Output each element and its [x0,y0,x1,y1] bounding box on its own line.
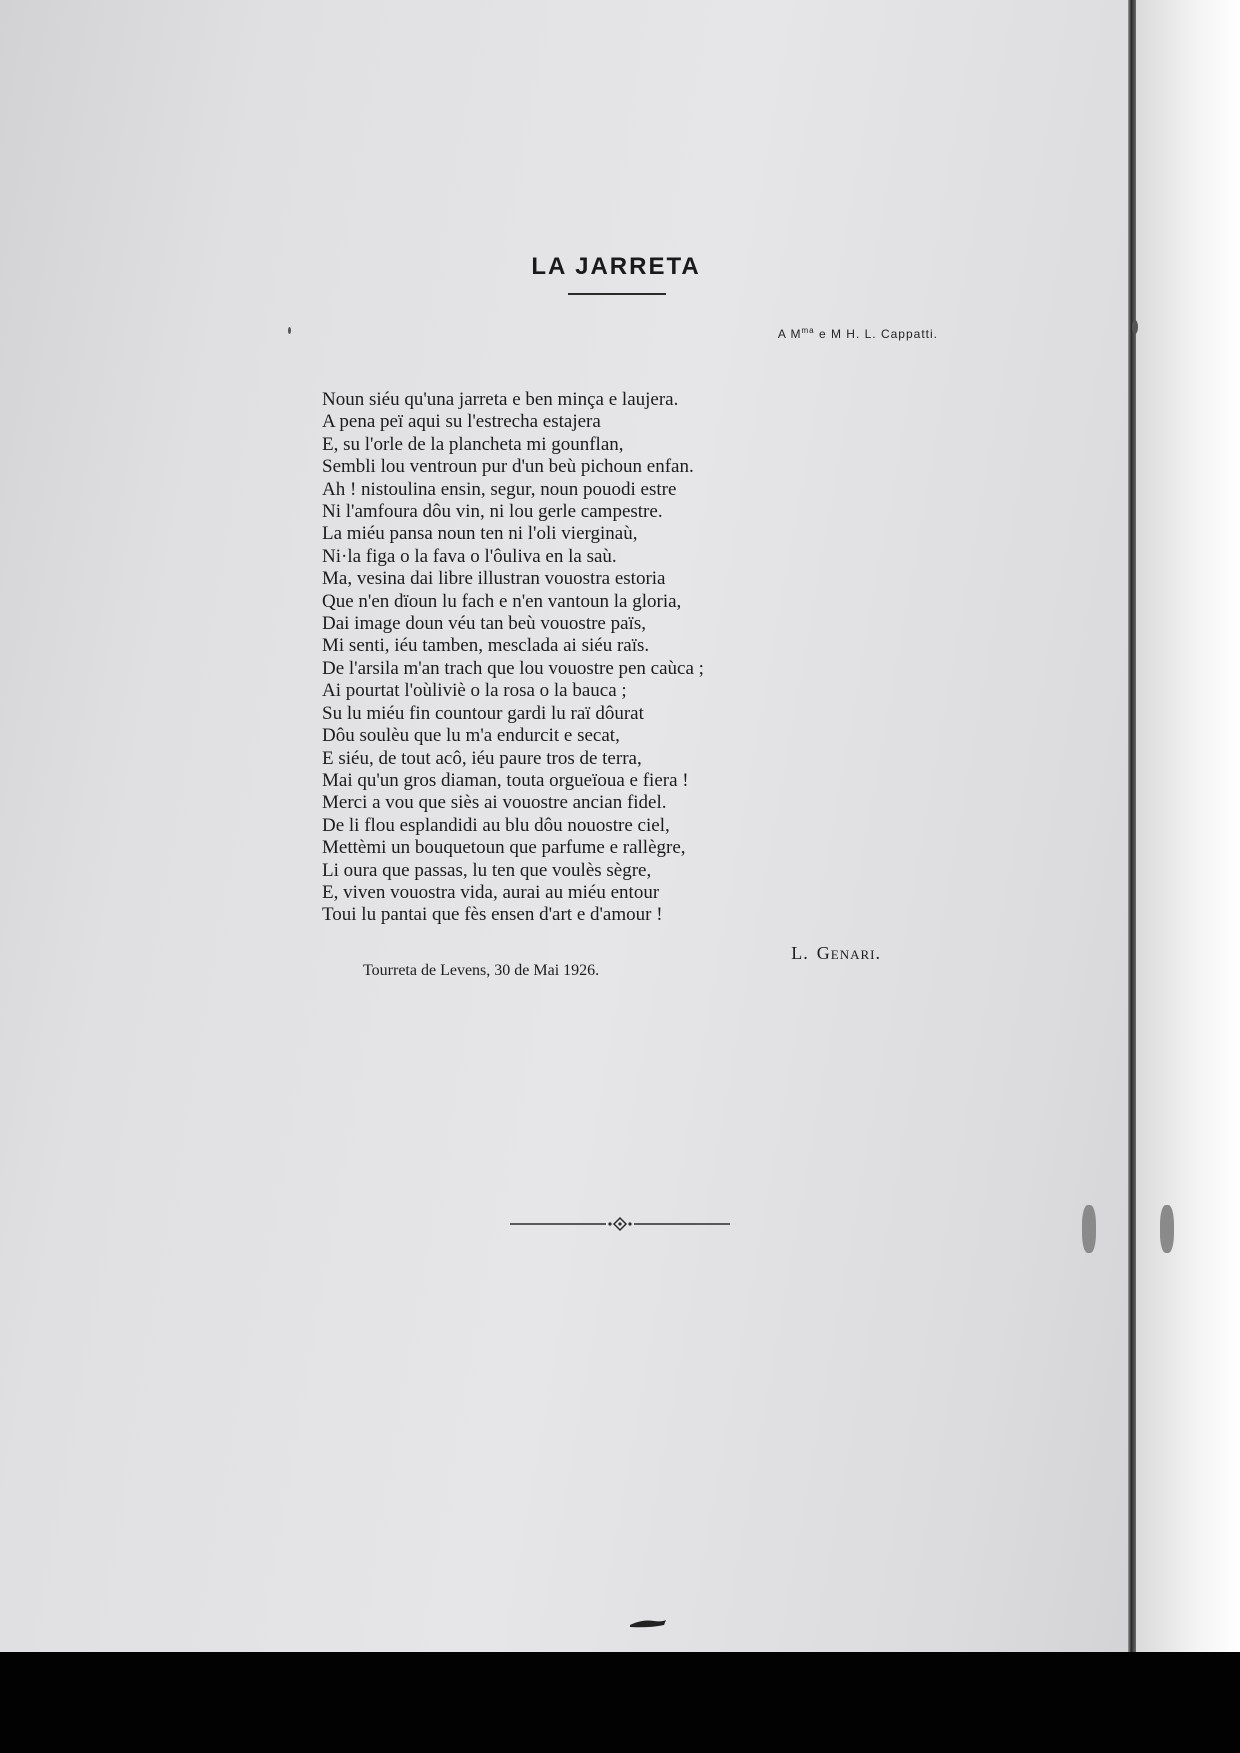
signature-name: Genari. [816,943,881,963]
poem-line: A pena peï aqui su l'estrecha estajera [322,411,601,433]
binding-shadow [1128,0,1136,1652]
place-date: Tourreta de Levens, 30 de Mai 1926. [363,962,600,979]
ink-mark [630,1618,666,1628]
end-ornament [510,1216,730,1232]
dedication-superscript: ma [801,326,815,335]
poem-line: Toui lu pantai que fès ensen d'art e d'amour ! [322,904,663,926]
poem-line: E, viven vouostra vida, aurai au miéu entour [322,881,660,903]
poem-line: Ni·la figa o la fava o l'ôuliva en la saù. [322,545,617,567]
poem-line: Ai pourtat l'oùliviè o la rosa o la bauca ; [322,680,627,702]
poem-line: Dôu soulèu que lu m'a endurcit e secat, [322,725,620,747]
margin-speck [1132,320,1138,334]
poem-line: Li oura que passas, lu ten que voulès sègre, [322,859,652,881]
poem-line: Su lu miéu fin countour gardi lu raï dôurat [322,702,644,724]
poem-line: Ni l'amfoura dôu vin, ni lou gerle campestre. [322,501,663,523]
margin-speck [1082,1205,1096,1253]
page-edge-margin [1136,0,1240,1652]
poem-line: De l'arsila m'an trach que lou vouostre pen caùca ; [322,657,704,679]
dedication-prefix: A M [777,327,802,341]
poem-line: E, su l'orle de la plancheta mi gounflan, [322,433,624,455]
poem-line: La miéu pansa noun ten ni l'oli vierginaù, [322,523,638,545]
poem-line: Ah ! nistoulina ensin, segur, noun pouodi estre [322,478,677,500]
poem-line: Mi senti, iéu tamben, mesclada ai siéu raïs. [322,635,650,657]
poem-title: LA JARRETA [531,253,701,281]
signature-initial: L. [791,943,809,963]
poem-line: E siéu, de tout acô, iéu paure tros de terra, [322,747,642,769]
poem-line: Mettèmi un bouquetoun que parfume e rallègre, [322,837,686,859]
margin-speck [288,327,291,334]
poem-line: Sembli lou ventroun pur d'un beù pichoun enfan. [322,456,694,478]
title-rule [568,293,666,295]
author-signature [791,943,881,964]
dedication-rest: e M H. L. Cappatti. [814,327,938,341]
poem-line: Merci a vou que siès ai vouostre ancian fidel. [322,792,667,814]
poem-line: Noun siéu qu'una jarreta e ben minça e laujera. [322,389,679,410]
poem-body [322,389,942,927]
poem-line: Ma, vesina dai libre illustran vouostra estoria [322,568,666,590]
dedication [778,326,938,341]
margin-speck [1160,1205,1174,1253]
poem-line: Que n'en dïoun lu fach e n'en vantoun la gloria, [322,590,682,612]
scan-border [0,1652,1240,1753]
poem-line: Dai image doun véu tan beù vouostre païs, [322,613,646,635]
poem-line: De li flou esplandidi au blu dôu nouostre ciel, [322,814,670,836]
poem-line: Mai qu'un gros diaman, touta orgueïoua e fiera ! [322,769,689,791]
